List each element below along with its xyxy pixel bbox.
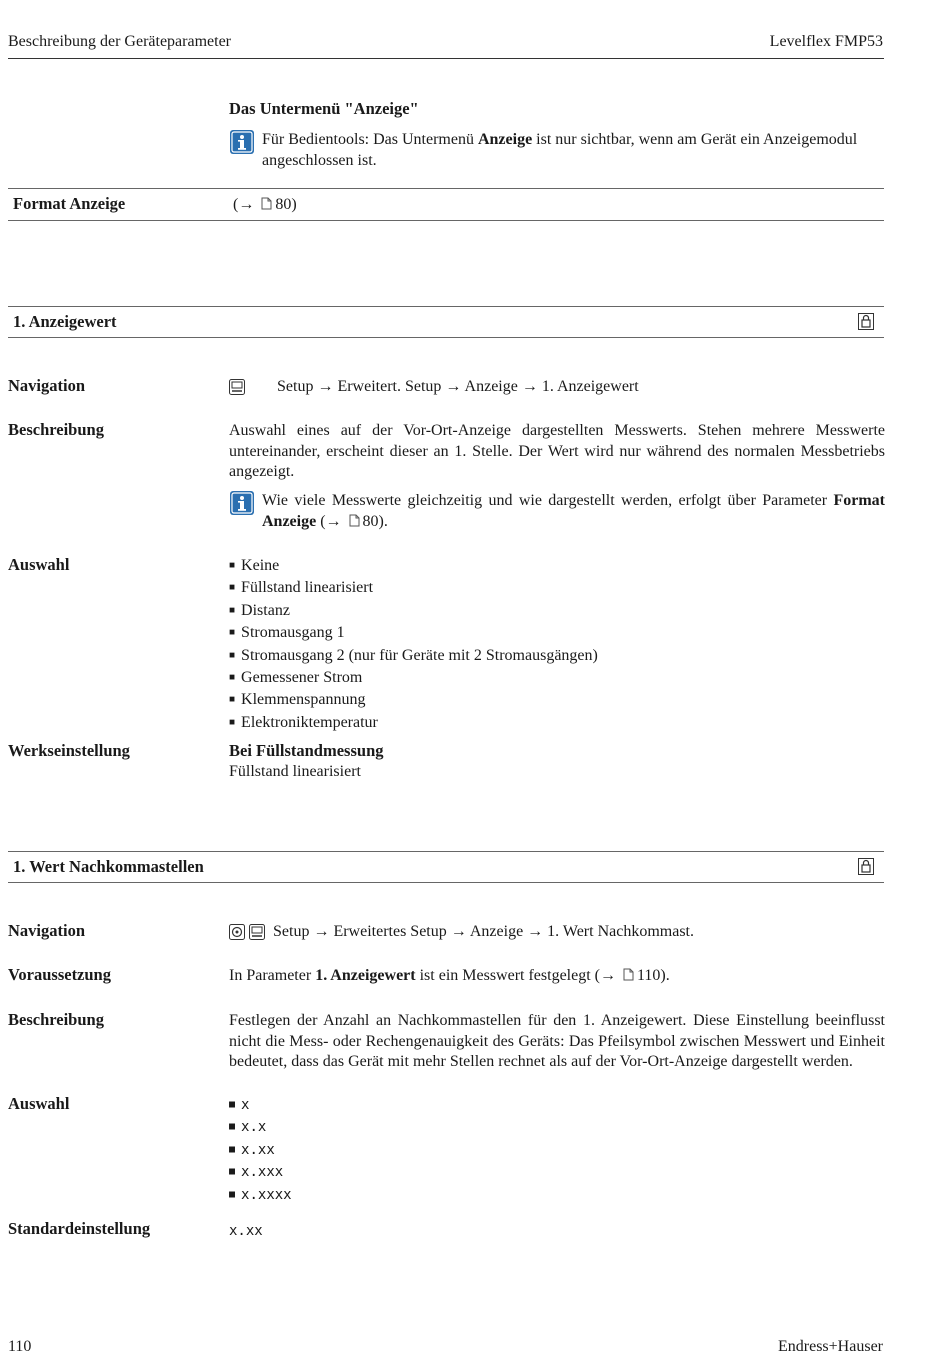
note-text-part: Für Bedientools: Das Untermenü bbox=[262, 131, 478, 148]
werkseinstellung-label: Werkseinstellung bbox=[8, 741, 130, 760]
table-rule bbox=[8, 188, 884, 189]
werkseinstellung-condition: Bei Füllstandmessung bbox=[229, 741, 384, 760]
note-text-part: Wie viele Messwerte gleichzeitig und wie dargestellt werden, erfolgt über Parameter bbox=[262, 492, 834, 509]
list-item: ■ x.xxx bbox=[229, 1162, 885, 1184]
standardeinstellung-label: Standardeinstellung bbox=[8, 1219, 151, 1238]
list-item: ■ x bbox=[229, 1095, 885, 1117]
header-divider bbox=[8, 58, 884, 59]
info-icon bbox=[229, 490, 255, 516]
submenu-note-text bbox=[262, 129, 885, 171]
section-rule-top bbox=[8, 306, 884, 307]
info-icon bbox=[229, 129, 255, 155]
section-rule-bottom bbox=[8, 882, 884, 883]
navigation-path-row bbox=[229, 377, 885, 398]
page-reference-icon bbox=[623, 968, 634, 981]
reference-arrow: (→ bbox=[233, 196, 255, 213]
navigation-path: Setup → Erweitertes Setup → Anzeige → 1. Wert Nachkommast. bbox=[273, 923, 694, 940]
format-anzeige-note-text bbox=[262, 490, 885, 532]
submenu-title: Das Untermenü "Anzeige" bbox=[229, 99, 419, 118]
reference-page: 110). bbox=[637, 967, 670, 984]
voraussetzung-label: Voraussetzung bbox=[8, 965, 111, 984]
display-device-icon bbox=[249, 924, 265, 940]
display-device-icon bbox=[229, 379, 245, 395]
brand-name: Endress+Hauser bbox=[778, 1338, 883, 1355]
list-item: ■ Distanz bbox=[229, 601, 885, 623]
submenu-note bbox=[229, 129, 885, 171]
format-anzeige-reference bbox=[233, 196, 297, 214]
note-emphasis: Anzeige bbox=[477, 131, 533, 148]
navigation-label: Navigation bbox=[8, 921, 86, 940]
lock-icon bbox=[858, 858, 874, 875]
beschreibung-label: Beschreibung bbox=[8, 1010, 104, 1029]
list-item: ■ Stromausgang 2 (nur für Geräte mit 2 Stromausgängen) bbox=[229, 646, 885, 668]
navigation-path: Setup → Erweitert. Setup → Anzeige → 1. Anzeigewert bbox=[277, 378, 639, 395]
beschreibung-text: Auswahl eines auf der Vor-Ort-Anzeige dargestellten Messwerts. Stehen mehrere Messwerte untereinander, erscheint dieser an 1. Stelle. Der Wert wird nur während des normalen Messbetriebs angezeigt. bbox=[229, 422, 885, 480]
reference-page: 80). bbox=[362, 513, 388, 530]
list-item: ■ Klemmenspannung bbox=[229, 690, 885, 712]
format-anzeige-label: Format Anzeige bbox=[13, 194, 126, 213]
format-anzeige-note bbox=[229, 490, 885, 532]
note-text-part: ist nur sichtbar, wenn am Gerät ein Anzeigemodul angeschlossen ist. bbox=[262, 131, 858, 169]
lock-icon bbox=[858, 313, 874, 330]
list-item: ■ Elektroniktemperatur bbox=[229, 713, 885, 735]
auswahl-label: Auswahl bbox=[8, 555, 70, 574]
list-item: ■ x.xxxx bbox=[229, 1185, 885, 1207]
section-title-anzeigewert: 1. Anzeigewert bbox=[13, 312, 117, 331]
page-number: 110 bbox=[8, 1338, 32, 1355]
list-item: ■ Füllstand linearisiert bbox=[229, 578, 885, 600]
text-part: ist ein Messwert festgelegt (→ bbox=[415, 967, 616, 984]
werkseinstellung-text: Füllstand linearisiert bbox=[229, 762, 361, 780]
list-item: ■ x.xx bbox=[229, 1140, 885, 1162]
werkseinstellung-value bbox=[229, 741, 885, 782]
section-rule-top bbox=[8, 851, 884, 852]
section-rule-bottom bbox=[8, 337, 884, 338]
page-reference-icon bbox=[349, 514, 360, 527]
voraussetzung-text bbox=[229, 966, 885, 987]
beschreibung-text: Festlegen der Anzahl an Nachkommastellen für den 1. Anzeigewert. Diese Einstellung beeinflusst nicht die Mess- oder Rechengenauigkeit des Geräts: Das Pfeilsymbol zwischen Messwert und Einheit bedeutet, dass das Gerät mit mehr Stellen rechnet als auf der Vor-Ort-Anzeige dargestellt werden. bbox=[229, 1012, 885, 1070]
auswahl-list bbox=[229, 1095, 885, 1207]
operating-tool-icon bbox=[229, 924, 245, 940]
note-emphasis: Format Anzeige bbox=[262, 492, 885, 530]
table-rule bbox=[8, 220, 884, 221]
list-item: ■ Keine bbox=[229, 556, 885, 578]
page-reference-icon bbox=[261, 197, 272, 210]
list-item: ■ x.x bbox=[229, 1117, 885, 1139]
beschreibung-label: Beschreibung bbox=[8, 420, 104, 439]
list-item: ■ Gemessener Strom bbox=[229, 668, 885, 690]
reference-arrow: (→ bbox=[316, 513, 342, 530]
list-item: ■ Stromausgang 1 bbox=[229, 623, 885, 645]
reference-page: 80) bbox=[275, 196, 297, 213]
section-title-nachkommastellen: 1. Wert Nachkommastellen bbox=[13, 857, 204, 876]
navigation-label: Navigation bbox=[8, 376, 86, 395]
auswahl-label: Auswahl bbox=[8, 1094, 70, 1113]
text-part: In Parameter bbox=[229, 967, 316, 984]
running-header-title: Beschreibung der Geräteparameter bbox=[8, 33, 231, 50]
running-header-product: Levelflex FMP53 bbox=[769, 33, 883, 50]
standardeinstellung-value: x.xx bbox=[229, 1223, 263, 1239]
navigation-path-row bbox=[229, 922, 885, 943]
auswahl-list bbox=[229, 556, 885, 735]
parameter-name: 1. Anzeigewert bbox=[315, 967, 416, 984]
